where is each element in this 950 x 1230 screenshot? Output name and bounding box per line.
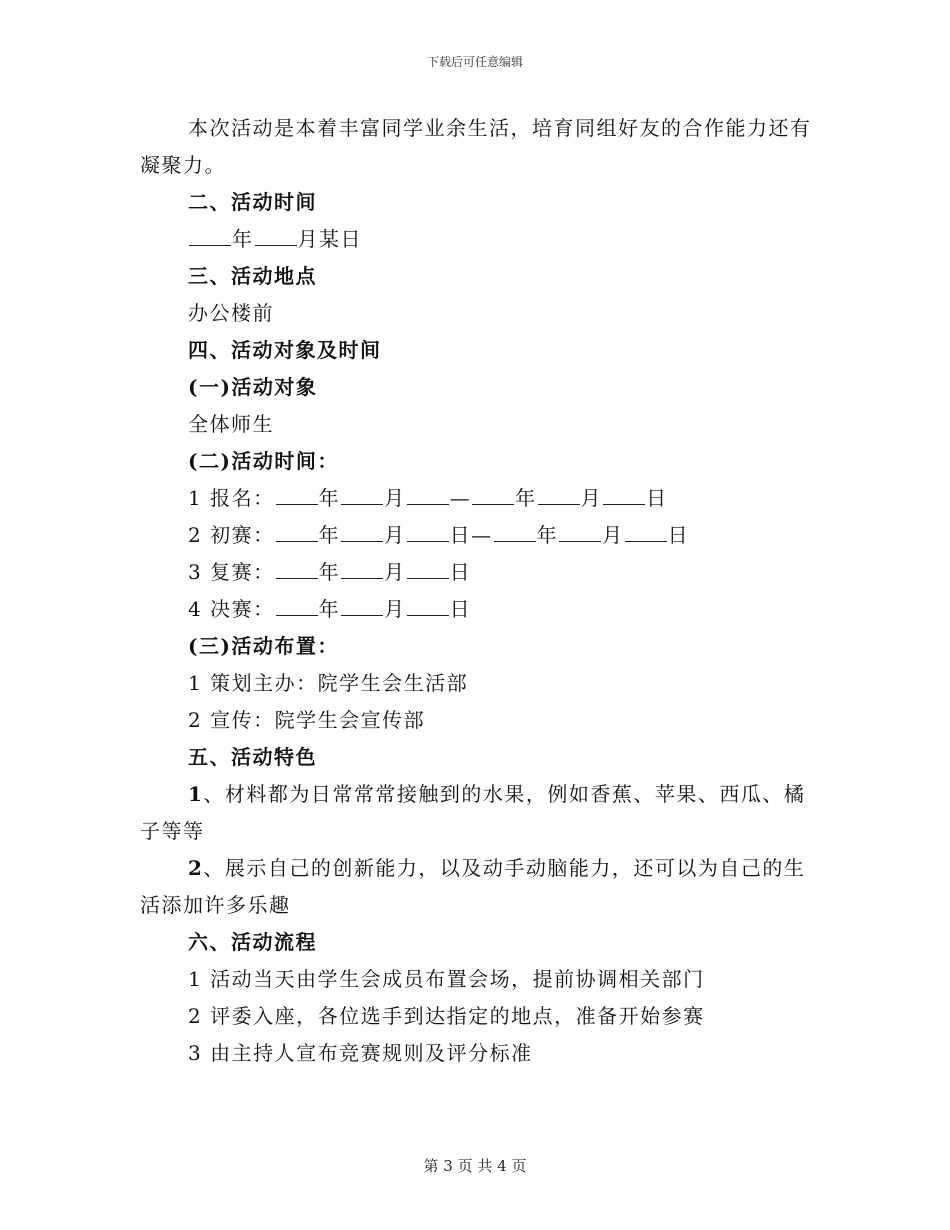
blank-line [407,486,449,505]
blank-line [341,597,383,616]
blank-line [276,486,318,505]
blank-line [625,523,667,542]
section-4-subtitle-3: (三)活动布置： [188,634,339,658]
blank-line [276,560,318,579]
blank-line [255,227,297,246]
blank-line [341,523,383,542]
organizer-line: 1 策划主办：院学生会生活部 [188,671,469,695]
feature-2: 2、展示自己的创新能力，以及动手动脑能力，还可以为自己的生活添加许多乐趣 [140,856,806,917]
section-2-date: 年 月某日 [140,221,812,258]
blank-line [407,523,449,542]
flow-step-3: 3 由主持人宣布竞赛规则及评分标准 [188,1041,533,1065]
blank-line [559,523,601,542]
blank-line [341,560,383,579]
section-4-subtitle-2: (二)活动时间： [188,449,339,473]
blank-line [276,523,318,542]
section-4-title: 四、活动对象及时间 [188,338,382,362]
blank-line [407,597,449,616]
intro-paragraph: 本次活动是本着丰富同学业余生活，培育同组好友的合作能力还有凝聚力。 [140,116,812,177]
section-3-place: 办公楼前 [188,301,274,325]
preliminary-line: 2 初赛： 年 月 日— 年 月 日 [188,523,690,547]
section-4-participants: 全体师生 [188,412,274,436]
section-6-title: 六、活动流程 [188,930,317,954]
page-footer: 第 3 页 共 4 页 [423,1157,527,1175]
promotion-line: 2 宣传：院学生会宣传部 [188,708,426,732]
section-2-title: 二、活动时间 [188,190,317,214]
blank-line [276,597,318,616]
semifinal-line: 3 复赛： 年 月 日 [188,560,472,584]
blank-line [341,486,383,505]
final-line: 4 决赛： 年 月 日 [188,597,472,621]
page-header: 下载后可任意编辑 [426,55,523,69]
blank-line [538,486,580,505]
feature-1: 1、材料都为日常常常接触到的水果，例如香蕉、苹果、西瓜、橘子等等 [140,782,806,843]
document-body [140,110,812,1072]
section-3-title: 三、活动地点 [188,264,317,288]
blank-line [407,560,449,579]
blank-line [472,486,514,505]
blank-line [189,227,231,246]
registration-line: 1 报名： 年 月 — 年 月 日 [188,486,668,510]
section-4-subtitle-1: (一)活动对象 [188,375,318,399]
section-5-title: 五、活动特色 [188,745,317,769]
flow-step-1: 1 活动当天由学生会成员布置会场，提前协调相关部门 [188,967,705,991]
blank-line [603,486,645,505]
flow-step-2: 2 评委入座，各位选手到达指定的地点，准备开始参赛 [188,1004,705,1028]
blank-line [494,523,536,542]
